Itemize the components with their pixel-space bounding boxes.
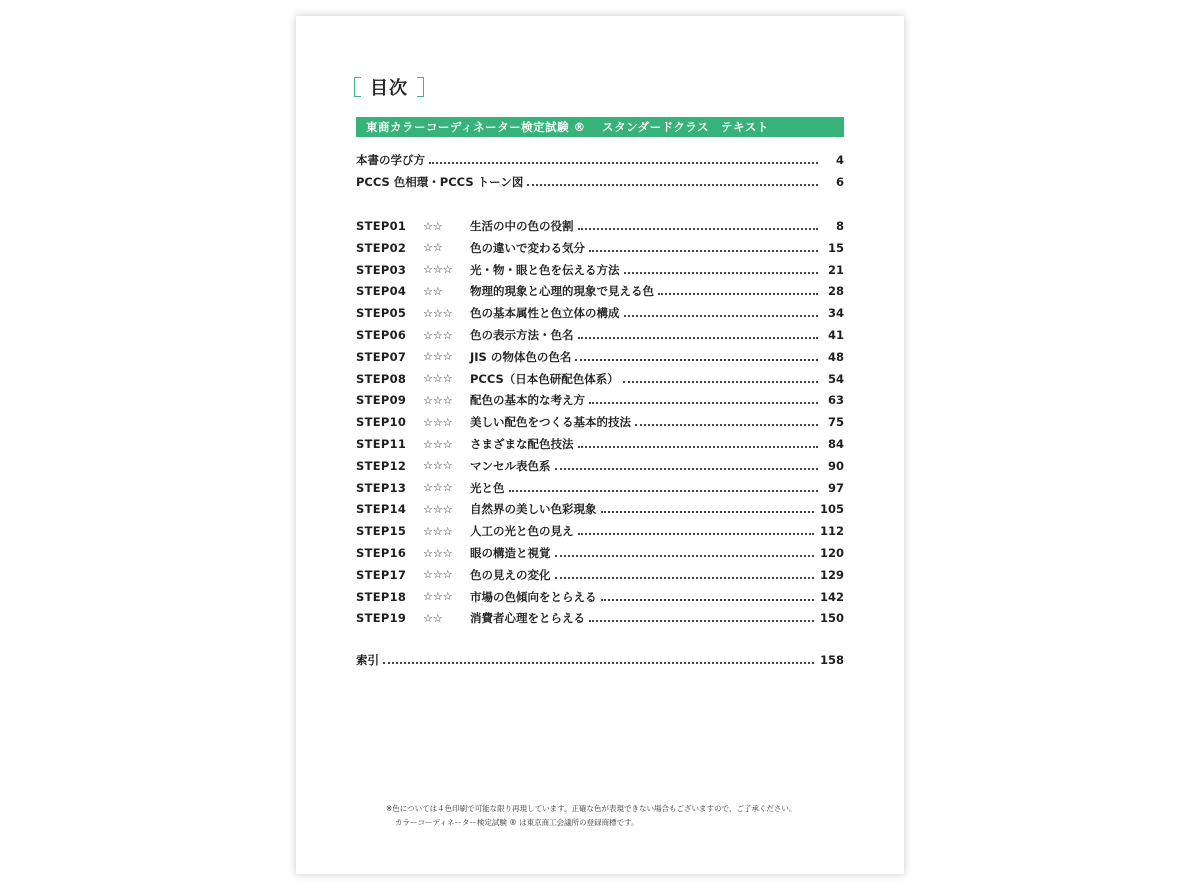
page-number: 34 (827, 306, 844, 321)
entry-title: 配色の基本的な考え方 (470, 393, 585, 408)
difficulty-stars: ☆☆ (423, 611, 443, 625)
toc-entry (356, 652, 844, 668)
page-number: 112 (819, 524, 844, 539)
page-number: 28 (827, 284, 844, 299)
book-title-banner: 東商カラーコーディネーター検定試験 ® スタンダードクラス テキスト (356, 117, 844, 137)
dot-leader (575, 359, 818, 361)
entry-title: 美しい配色をつくる基本的技法 (470, 415, 631, 430)
dot-leader (601, 599, 814, 601)
difficulty-stars: ☆☆☆ (423, 437, 453, 451)
entry-title: 本書の学び方 (356, 153, 425, 167)
difficulty-stars: ☆☆☆ (423, 415, 453, 429)
toc-entry (356, 152, 844, 168)
dot-leader (578, 228, 819, 230)
difficulty-stars: ☆☆☆ (423, 546, 453, 560)
entry-title: 光・物・眼と色を伝える方法 (470, 262, 620, 277)
entry-title: 索引 (356, 653, 379, 667)
step-number: STEP15 (356, 524, 407, 539)
entry-title: 色の違いで変わる気分 (470, 240, 585, 255)
entry-title: PCCS（日本色研配色体系） (470, 371, 619, 386)
page-number: 97 (827, 480, 844, 495)
toc-entry (356, 610, 844, 626)
toc-entry (356, 327, 844, 343)
dot-leader (589, 402, 818, 404)
step-number: STEP02 (356, 240, 407, 255)
dot-leader (601, 511, 814, 513)
footnote-trademark: カラーコーディネーター検定試験 ® は東京商工会議所の登録商標です。 (395, 818, 639, 827)
step-number: STEP18 (356, 589, 407, 604)
document-page (296, 16, 904, 874)
page-number: 21 (827, 262, 844, 277)
step-number: STEP11 (356, 437, 407, 451)
step-number: STEP13 (356, 480, 407, 495)
entry-title: 眼の構造と視覚 (470, 546, 551, 560)
dot-leader (509, 490, 819, 492)
page-number: 8 (835, 219, 844, 233)
dot-leader (578, 446, 819, 448)
step-number: STEP09 (356, 393, 407, 408)
step-number: STEP01 (356, 219, 407, 233)
difficulty-stars: ☆☆☆ (423, 306, 453, 320)
right-bracket-icon (417, 77, 424, 97)
toc-entry (356, 567, 844, 583)
step-number: STEP14 (356, 502, 407, 517)
entry-title: 生活の中の色の役割 (470, 219, 574, 233)
entry-title: 自然界の美しい色彩現象 (470, 502, 597, 517)
toc-entry (356, 262, 844, 278)
toc-entry (356, 240, 844, 256)
page-number: 63 (827, 393, 844, 408)
entry-title: 消費者心理をとらえる (470, 611, 585, 626)
step-number: STEP07 (356, 349, 407, 364)
dot-leader (624, 315, 819, 317)
page-number: 6 (835, 175, 844, 189)
difficulty-stars: ☆☆☆ (423, 350, 453, 364)
difficulty-stars: ☆☆☆ (423, 524, 453, 538)
dot-leader (555, 468, 819, 470)
dot-leader (589, 250, 818, 252)
difficulty-stars: ☆☆ (423, 219, 443, 233)
entry-title: 色の基本属性と色立体の構成 (470, 306, 620, 321)
dot-leader (589, 620, 814, 622)
dot-leader (527, 184, 818, 186)
page-number: 75 (827, 415, 844, 430)
page-title: 目次 (370, 78, 408, 99)
entry-title: 光と色 (470, 480, 505, 495)
step-number: STEP08 (356, 371, 407, 386)
difficulty-stars: ☆☆☆ (423, 263, 453, 277)
difficulty-stars: ☆☆☆ (423, 372, 453, 386)
toc-entry (356, 414, 844, 430)
entry-title: さまざまな配色技法 (470, 437, 574, 451)
page-number: 142 (819, 589, 844, 604)
dot-leader (635, 424, 818, 426)
step-number: STEP16 (356, 546, 407, 560)
page-number: 129 (819, 567, 844, 582)
toc-entry (356, 349, 844, 365)
page-number: 120 (819, 546, 844, 560)
step-number: STEP06 (356, 328, 407, 342)
difficulty-stars: ☆☆☆ (423, 502, 453, 516)
toc-entry (356, 436, 844, 452)
dot-leader (623, 381, 818, 383)
difficulty-stars: ☆☆☆ (423, 328, 453, 342)
entry-title: 色の見えの変化 (470, 567, 551, 582)
entry-title: JIS の物体色の色名 (470, 349, 572, 364)
dot-leader (658, 293, 818, 295)
entry-title: 物理的現象と心理的現象で見える色 (470, 284, 654, 299)
difficulty-stars: ☆☆ (423, 284, 443, 298)
toc-entry (356, 174, 844, 190)
toc-entry (356, 545, 844, 561)
step-number: STEP10 (356, 415, 407, 430)
step-number: STEP05 (356, 306, 407, 321)
footnote-color: ※色については４色印刷で可能な限り再現しています。正確な色が表現できない場合もございますので、ご了承ください。 (386, 804, 797, 813)
entry-title: 人工の光と色の見え (470, 524, 574, 539)
entry-title: マンセル表色系 (470, 458, 551, 473)
toc-entry (356, 218, 844, 234)
difficulty-stars: ☆☆☆ (423, 568, 453, 582)
difficulty-stars: ☆☆ (423, 241, 443, 255)
toc-entry (356, 305, 844, 321)
page-number: 4 (835, 153, 844, 167)
page-number: 150 (819, 611, 844, 626)
page-number: 48 (827, 349, 844, 364)
step-number: STEP12 (356, 458, 407, 473)
difficulty-stars: ☆☆☆ (423, 590, 453, 604)
page-number: 54 (827, 371, 844, 386)
toc-entry (356, 283, 844, 299)
entry-title: 市場の色傾向をとらえる (470, 589, 597, 604)
toc-entry (356, 392, 844, 408)
page-number: 90 (827, 458, 844, 473)
step-number: STEP04 (356, 284, 407, 299)
difficulty-stars: ☆☆☆ (423, 459, 453, 473)
entry-title: PCCS 色相環・PCCS トーン図 (356, 175, 524, 189)
dot-leader (578, 533, 814, 535)
dot-leader (555, 555, 814, 557)
left-bracket-icon (354, 77, 361, 97)
page-number: 41 (827, 328, 844, 342)
step-number: STEP17 (356, 567, 407, 582)
entry-title: 色の表示方法・色名 (470, 328, 574, 342)
toc-entry (356, 458, 844, 474)
dot-leader (578, 337, 819, 339)
page-number: 105 (819, 502, 844, 517)
difficulty-stars: ☆☆☆ (423, 393, 453, 407)
page-number: 15 (827, 240, 844, 255)
dot-leader (555, 577, 814, 579)
step-number: STEP03 (356, 262, 407, 277)
toc-heading (354, 76, 424, 98)
page-number: 158 (819, 653, 844, 667)
dot-leader (624, 272, 819, 274)
dot-leader (429, 162, 818, 164)
step-number: STEP19 (356, 611, 407, 626)
difficulty-stars: ☆☆☆ (423, 481, 453, 495)
page-number: 84 (827, 437, 844, 451)
toc-entry (356, 501, 844, 517)
toc-entry (356, 523, 844, 539)
toc-entry (356, 589, 844, 605)
toc-entry (356, 480, 844, 496)
dot-leader (383, 662, 814, 664)
toc-entry (356, 371, 844, 387)
